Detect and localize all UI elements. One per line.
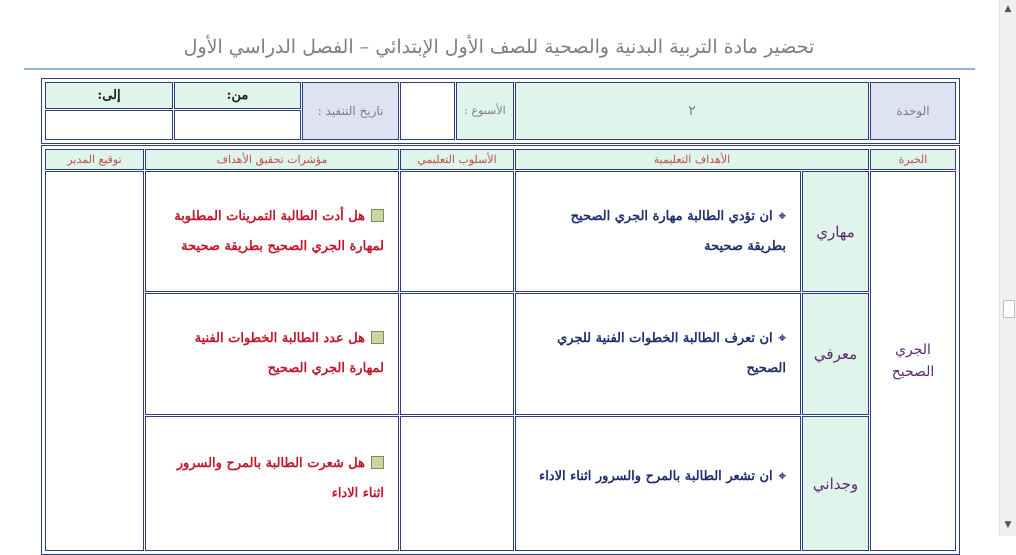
header-indicators: مؤشرات تحقيق الأهداف [145,149,399,170]
indicator-text-3: هل شعرت الطالبة بالمرح والسرور اثناء الاداء [176,456,384,501]
crosshair-icon: ⌖ [778,208,786,224]
info-table-frame [41,78,960,144]
from-label: من: [174,82,301,109]
header-objectives: الأهداف التعليمية [515,149,869,170]
domain-cell-affective: وجداني [802,416,869,551]
indicator-text-1: هل أدت الطالبة التمرينات المطلوبة لمهارة الجري الصحيح بطريقة صحيحة [174,208,384,254]
crosshair-icon: ⌖ [778,469,786,484]
header-method: الأسلوب التعليمي [400,149,514,170]
experience-value: الجري الصحيح [891,342,935,380]
header-experience: الخبرة [870,149,956,170]
unit-value: ٢ [515,82,869,140]
indicator-text-2: هل عدد الطالبة الخطوات الفنية لمهارة الجري الصحيح [194,331,384,376]
main-table-frame [41,145,960,555]
objective-text-3: ان تشعر الطالبة بالمرح والسرور اثناء الاداء [539,469,773,484]
unit-label: الوحدة [870,82,956,140]
scrollbar-thumb[interactable] [1003,300,1015,318]
objective-text-1: ان تؤدي الطالبة مهارة الجري الصحيح بطريقة صحيحة [570,208,786,254]
scroll-up-icon[interactable]: ▲ [1004,4,1012,14]
domain-cell-cognitive: معرفي [802,293,869,415]
header-manager-signature: توقيع المدير [45,149,144,170]
vertical-scrollbar[interactable] [999,0,1016,536]
title-divider [24,68,975,70]
domain-cell-skill: مهاري [802,171,869,292]
to-label: إلى: [45,82,173,109]
scroll-down-icon[interactable]: ▼ [1004,520,1012,530]
objective-text-2: ان تعرف الطالبة الخطوات الفنية للجري الصحيح [557,331,786,376]
page-title: تحضير مادة التربية البدنية والصحية للصف الأول الإبتدائي – الفصل الدراسي الأول [183,36,815,58]
crosshair-icon: ⌖ [778,331,786,346]
execution-date-label: تاريخ التنفيذ : [302,82,399,140]
week-label: الأسبوع : [456,82,514,140]
